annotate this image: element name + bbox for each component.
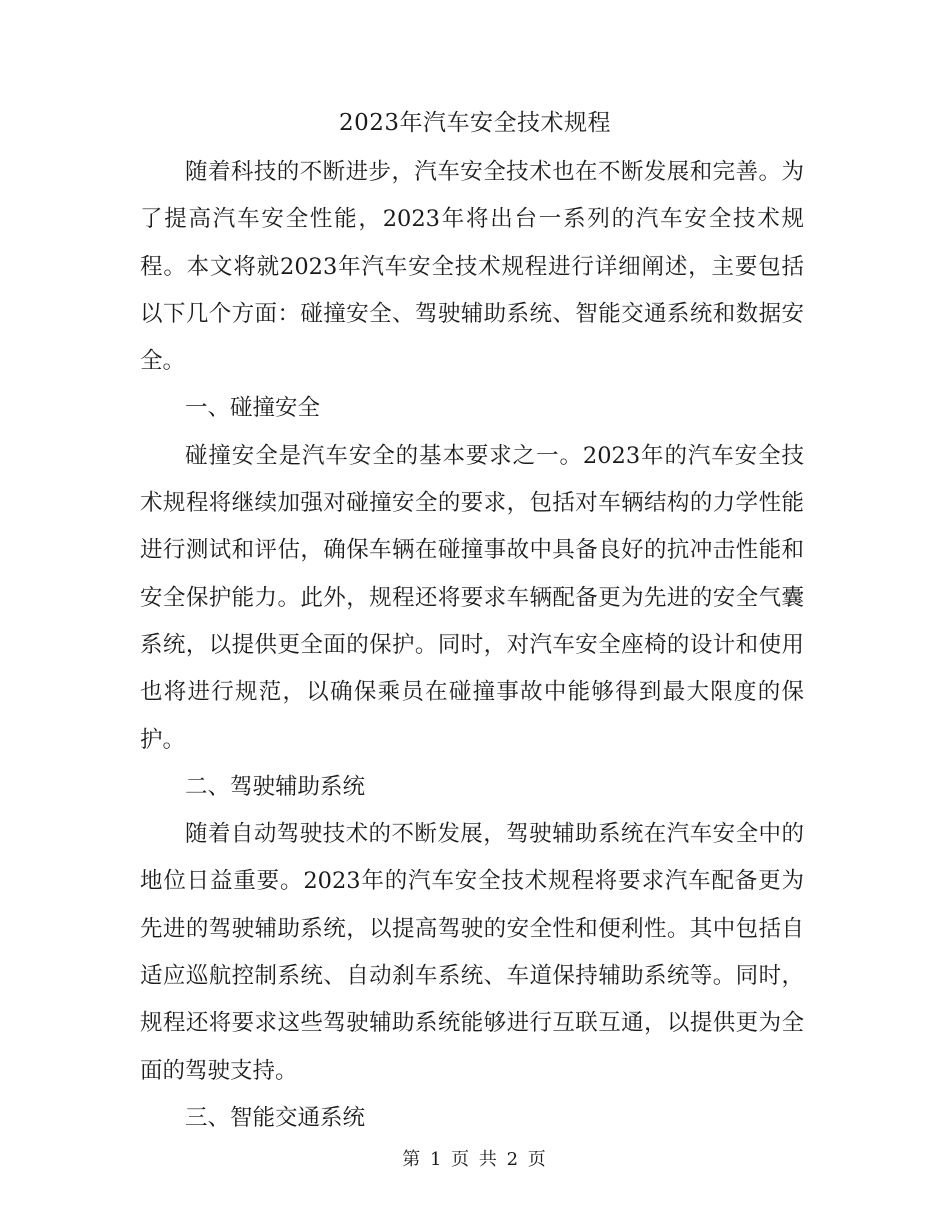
document-title: 2023年汽车安全技术规程 (338, 110, 612, 136)
section-heading-driver-assistance: 二、驾驶辅助系统 (185, 773, 366, 800)
driver-assistance-paragraph: 随着自动驾驶技术的不断发展，驾驶辅助系统在汽车安全中的地位日益重要。2023年的汽车安全技术规程将要求汽车配备更为先进的驾驶辅助系统，以提高驾驶的安全性和便利性。其中包括自适应巡航控制系统、自动刹车系统、车道保持辅助系统等。同时，规程还将要求这些驾驶辅助系统能够进行互联互通，以提供更为全面的驾驶支持。 (140, 821, 804, 1084)
document-body (140, 149, 804, 1142)
page-number-footer: 第 1 页 共 2 页 (402, 1149, 548, 1170)
collision-safety-paragraph: 碰撞安全是汽车安全的基本要求之一。2023年的汽车安全技术规程将继续加强对碰撞安全的要求，包括对车辆结构的力学性能进行测试和评估，确保车辆在碰撞事故中具备良好的抗冲击性能和安全保护能力。此外，规程还将要求车辆配备更为先进的安全气囊系统，以提供更全面的保护。同时，对汽车安全座椅的设计和使用也将进行规范，以确保乘员在碰撞事故中能够得到最大限度的保护。 (140, 442, 804, 753)
section-heading-intelligent-transport: 三、智能交通系统 (185, 1104, 366, 1131)
intro-paragraph: 随着科技的不断进步，汽车安全技术也在不断发展和完善。为了提高汽车安全性能，2023年将出台一系列的汽车安全技术规程。本文将就2023年汽车安全技术规程进行详细阐述，主要包括以下几个方面：碰撞安全、驾驶辅助系统、智能交通系统和数据安全。 (140, 159, 804, 375)
section-heading-collision-safety: 一、碰撞安全 (185, 395, 321, 422)
